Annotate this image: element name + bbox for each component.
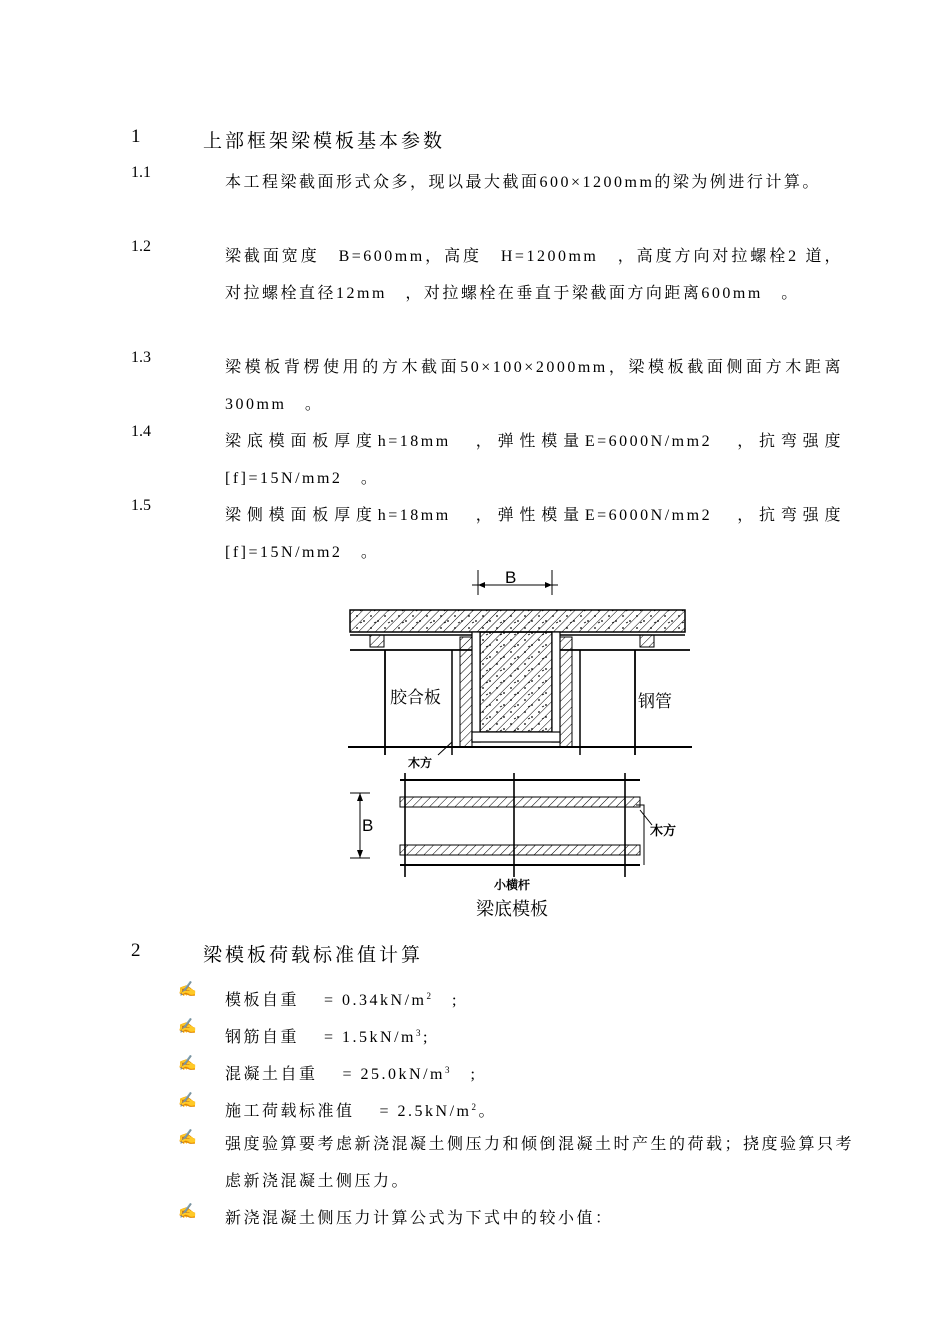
pen-icon: ✍ bbox=[178, 1130, 197, 1146]
unit-exponent: 3 bbox=[445, 1065, 452, 1075]
bullet-text: 强度验算要考虑新浇混凝土侧压力和倾倒混凝土时产生的荷载；挠度验算只考虑新浇混凝土侧压力。 bbox=[225, 1136, 855, 1190]
item-text: 梁底模面板厚度h=18mm ，弹性模量E=6000N/mm2 ，抗弯强度[f]=15N/mm2 。 bbox=[225, 433, 843, 487]
item-number: 1.3 bbox=[131, 349, 151, 366]
label-steel-pipe: 钢管 bbox=[638, 692, 672, 711]
plan-view bbox=[350, 773, 652, 877]
label-small-crossbar: 小横杆 bbox=[494, 878, 531, 892]
item-number: 1.2 bbox=[131, 238, 151, 255]
unit-exponent: 2 bbox=[426, 991, 434, 1001]
item-text: 本工程梁截面形式众多，现以最大截面600×1200mm的梁为例进行计算。 bbox=[225, 174, 821, 191]
load-value: = 2.5kN/m bbox=[379, 1103, 472, 1120]
pen-icon: ✍ bbox=[178, 1093, 197, 1109]
item-number: 1.5 bbox=[131, 497, 151, 514]
item-number: 1.1 bbox=[131, 164, 151, 181]
label-timber-top: 木方 bbox=[408, 756, 433, 770]
unit-exponent: 3 bbox=[416, 1028, 423, 1038]
label-b-side: B bbox=[362, 816, 374, 835]
item-number: 1.4 bbox=[131, 423, 151, 440]
bullet-text: 新浇混凝土侧压力计算公式为下式中的较小值： bbox=[225, 1210, 614, 1227]
load-value: = 0.34kN/m bbox=[324, 992, 427, 1009]
section-2-title: 梁模板荷载标准值计算 bbox=[203, 945, 424, 966]
beam-formwork-diagram bbox=[340, 565, 700, 925]
section-1-title: 上部框架梁模板基本参数 bbox=[203, 131, 446, 152]
load-label: 施工荷载标准值 bbox=[225, 1103, 355, 1120]
figure-caption: 梁底模板 bbox=[476, 899, 548, 919]
pen-icon: ✍ bbox=[178, 1019, 197, 1035]
item-text: 梁侧模面板厚度h=18mm ，弹性模量E=6000N/mm2 ，抗弯强度[f]=15N/mm2 。 bbox=[225, 507, 843, 561]
load-label: 混凝土自重 bbox=[225, 1066, 318, 1083]
pen-icon: ✍ bbox=[178, 982, 197, 998]
label-plywood: 胶合板 bbox=[390, 688, 441, 707]
pen-icon: ✍ bbox=[178, 1204, 197, 1220]
section-view bbox=[348, 570, 692, 755]
item-text: 梁截面宽度 B=600mm，高度 H=1200mm ，高度方向对拉螺栓2 道，对拉螺栓直径12mm ，对拉螺栓在垂直于梁截面方向距离600mm 。 bbox=[225, 248, 843, 302]
label-b-top: B bbox=[505, 568, 517, 587]
section-1-number: 1 bbox=[131, 126, 141, 147]
load-label: 钢筋自重 bbox=[225, 1029, 300, 1046]
load-label: 模板自重 bbox=[225, 992, 300, 1009]
load-value: = 25.0kN/m bbox=[342, 1066, 445, 1083]
item-text: 梁模板背楞使用的方木截面50×100×2000mm，梁模板截面侧面方木距离300mm 。 bbox=[225, 359, 843, 413]
load-value: = 1.5kN/m bbox=[324, 1029, 416, 1046]
unit-exponent: 2 bbox=[471, 1102, 479, 1112]
section-2-number: 2 bbox=[131, 940, 141, 961]
pen-icon: ✍ bbox=[178, 1056, 197, 1072]
label-timber-side: 木方 bbox=[650, 823, 677, 838]
